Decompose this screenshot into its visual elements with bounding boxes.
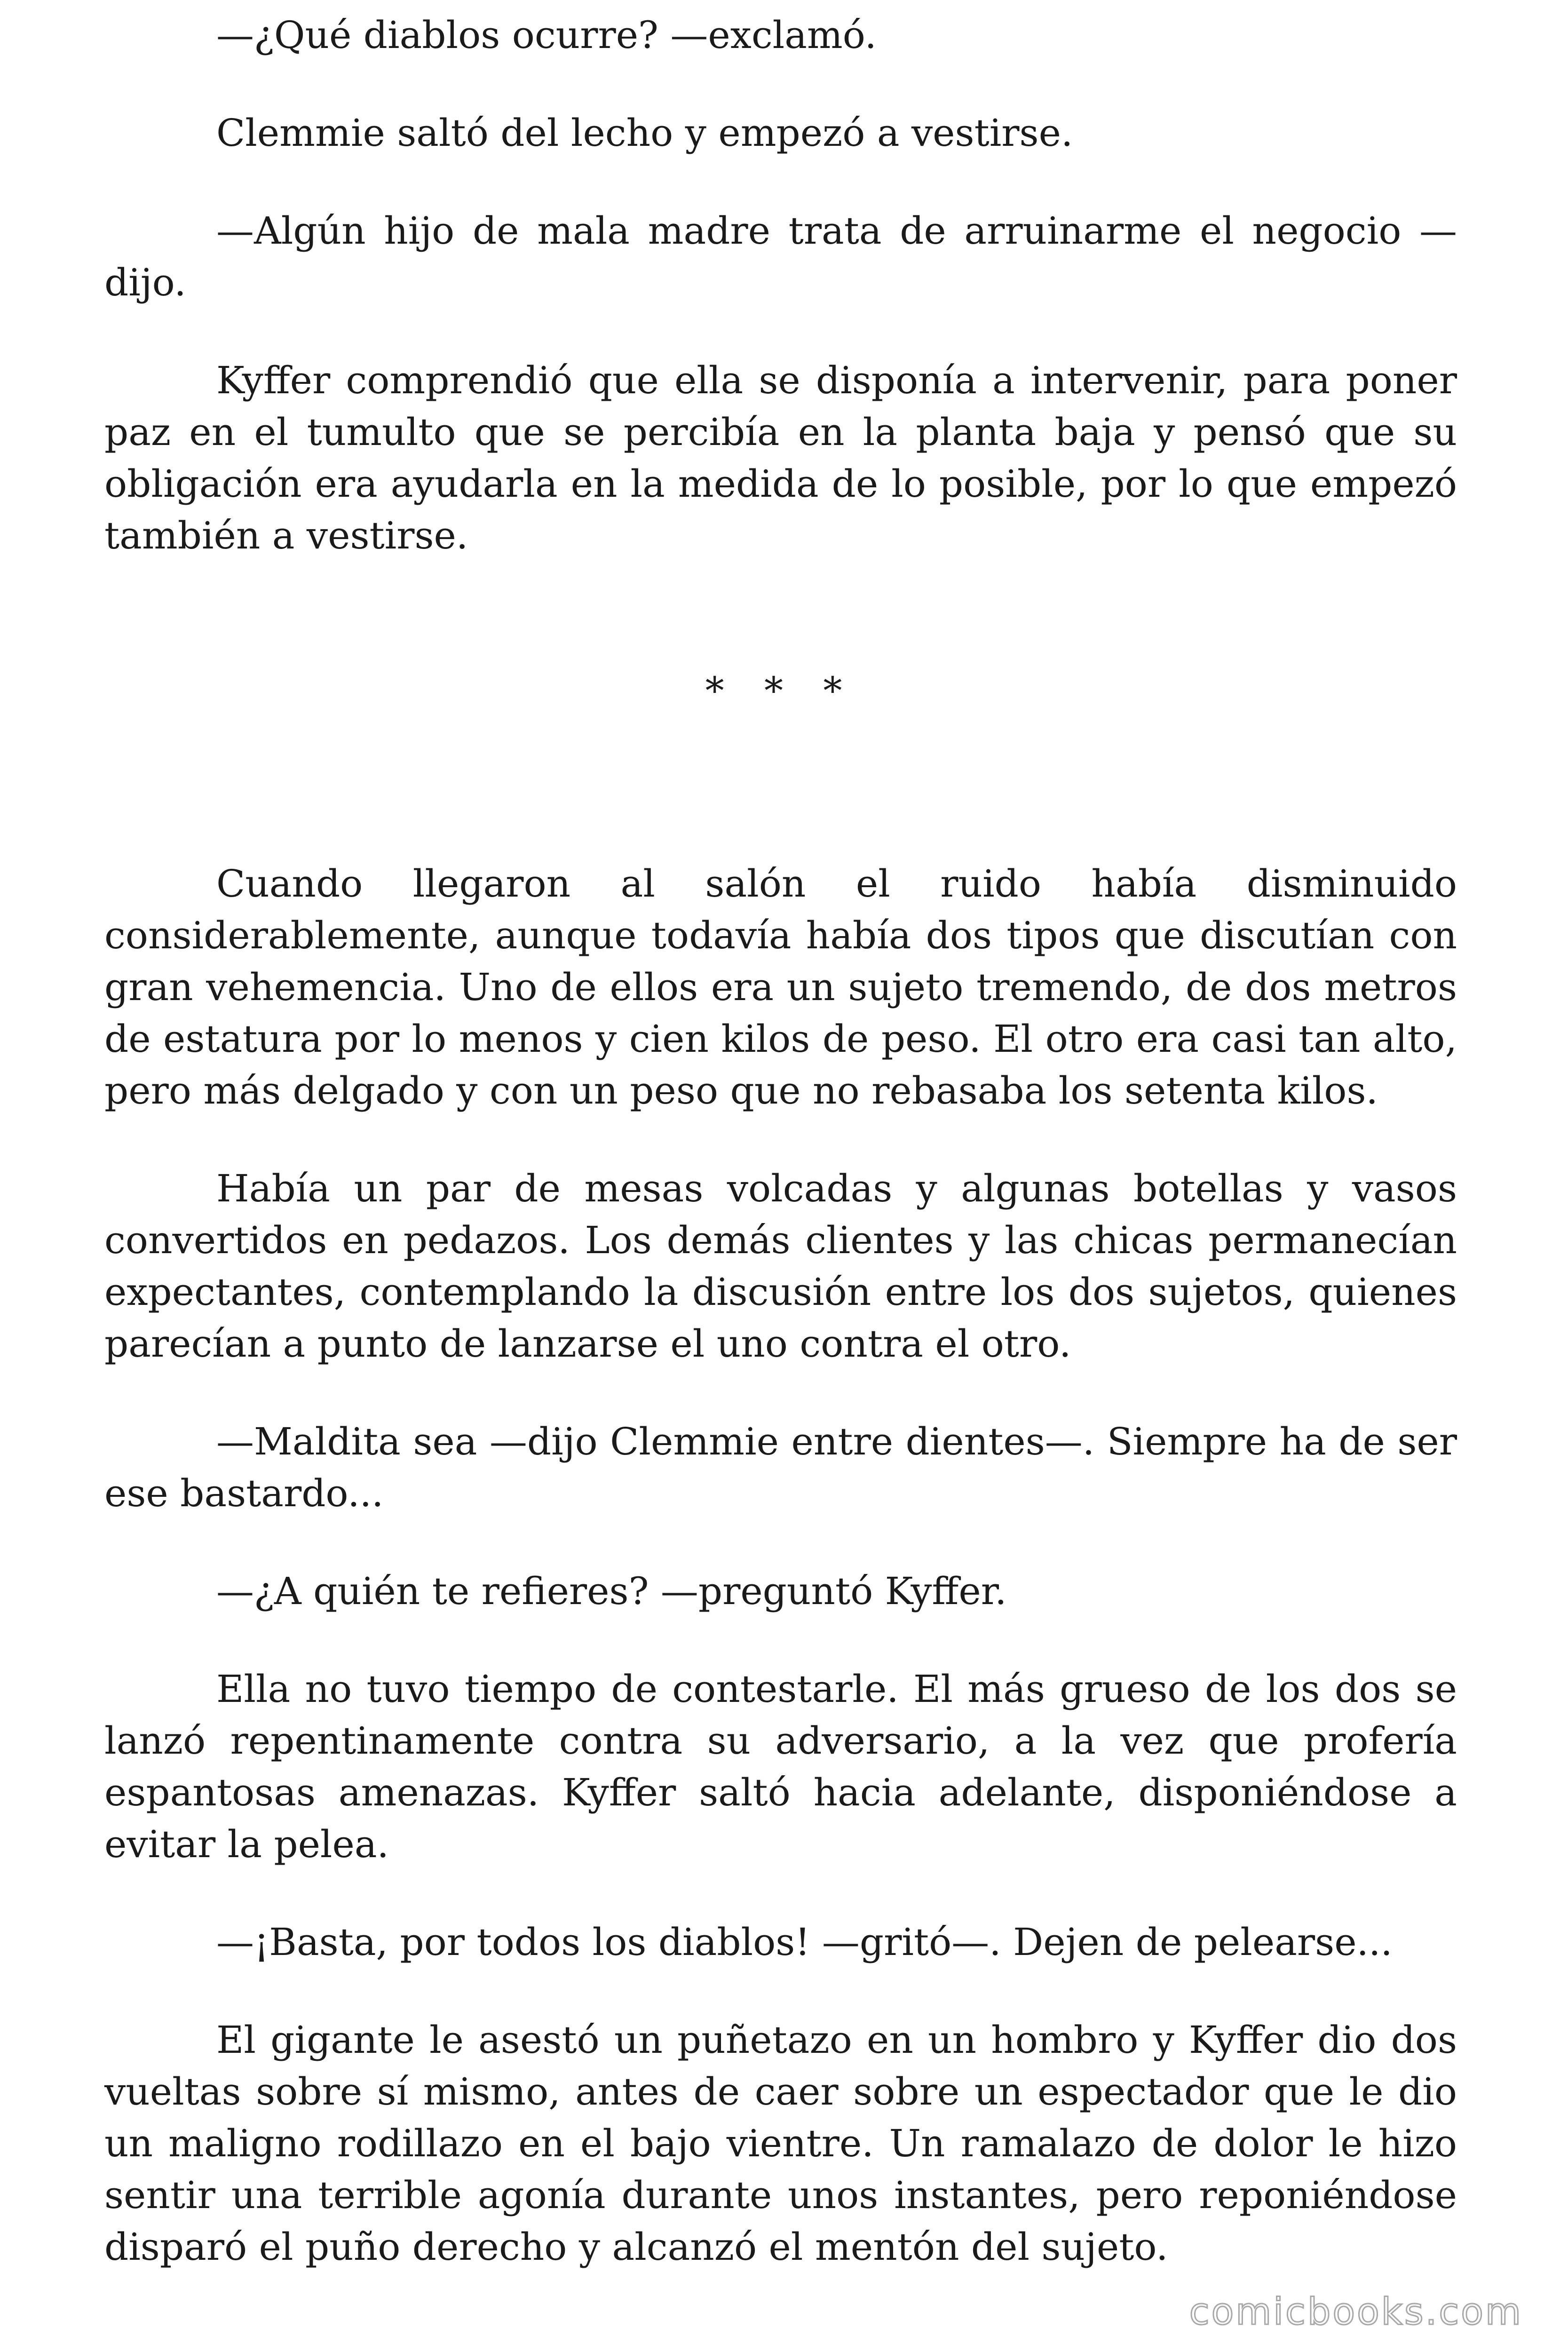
paragraph: El gigante le asestó un puñetazo en un hombro y Kyffer dio dos vueltas sobre sí mismo, antes de caer sobre un espectador que le dio un maligno rodillazo en el bajo vientre. Un ramalazo de dolor le hizo sentir una terrible agonía durante unos instantes, pero reponiéndose disparó el puño derecho y alcanzó el mentón del sujeto. (104, 2018, 1457, 2269)
paragraph: Ella no tuvo tiempo de contestarle. El más grueso de los dos se lanzó repentinamente contra su adversario, a la vez que profería espantosas amenazas. Kyffer saltó hacia adelante, disponiéndose a evitar la pelea. (104, 1667, 1457, 1866)
paragraph: —¿Qué diablos ocurre? —exclamó. (216, 13, 877, 57)
watermark: comicbooks.com (1189, 2291, 1523, 2333)
paragraph: —¡Basta, por todos los diablos! —gritó—. Dejen de pelearse... (216, 1920, 1393, 1964)
section-break: * * * (705, 669, 856, 713)
paragraph: Clemmie saltó del lecho y empezó a vestirse. (216, 111, 1073, 155)
paragraph: —¿A quién te refieres? —preguntó Kyffer. (216, 1569, 1007, 1613)
paragraph: Cuando llegaron al salón el ruido había disminuido considerablemente, aunque todavía había dos tipos que discutían con gran vehemencia. Uno de ellos era un sujeto tremendo, de dos metros de estatura por lo menos y cien kilos de peso. El otro era casi tan alto, pero más delgado y con un peso que no rebasaba los setenta kilos. (104, 862, 1457, 1112)
paragraph: —Maldita sea —dijo Clemmie entre dientes—. Siempre ha de ser ese bastardo... (104, 1420, 1457, 1515)
paragraph: Había un par de mesas volcadas y algunas botellas y vasos convertidos en pedazos. Los demás clientes y las chicas permanecían expectantes, contemplando la discusión entre los dos sujetos, quienes parecían a punto de lanzarse el uno contra el otro. (104, 1167, 1457, 1366)
paragraph: —Algún hijo de mala madre trata de arruinarme el negocio — dijo. (104, 209, 1457, 304)
page-text (104, 9, 1457, 2319)
paragraph: Kyffer comprendió que ella se disponía a intervenir, para poner paz en el tumulto que se percibía en la planta baja y pensó que su obligación era ayudarla en la medida de lo posible, por lo que empezó también a vestirse. (104, 358, 1457, 557)
